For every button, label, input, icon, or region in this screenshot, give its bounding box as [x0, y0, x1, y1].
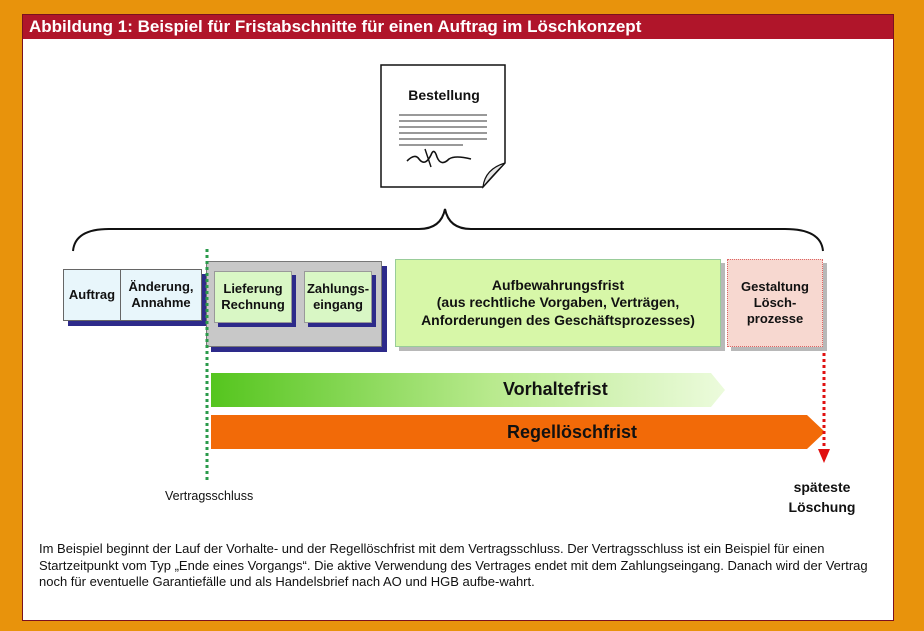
gestaltung-line2: Lösch-	[753, 294, 797, 310]
figure-title: Abbildung 1: Beispiel für Fristabschnitte für einen Auftrag im Löschkonzept	[23, 15, 893, 39]
spaeteste-line1: späteste	[793, 479, 851, 495]
phase-auftrag-label: Auftrag	[68, 286, 116, 302]
phase-aenderung-line1: Änderung,	[128, 278, 194, 294]
gestaltung-line1: Gestaltung	[741, 278, 809, 294]
aufbewahrung-line2: (aus rechtliche Vorgaben, Verträgen,	[436, 294, 680, 311]
figure-description: Im Beispiel beginnt der Lauf der Vorhalte- und der Regellöschfrist mit dem Vertragsschluss. Der Vertragsschluss ist ein Beispiel für einen Startzeitpunkt vom Typ „Ende eines Vorgangs“. Die aktive Verwendung des Vertrages endet mit dem Zahlungseingang. Danach wird der Vertrag noch für eventuelle Garantiefälle und als Handelsbrief nach AO und HGB aufbe-wahrt.	[39, 541, 868, 589]
phase-lieferung-line2: Rechnung	[221, 297, 285, 312]
spaeteste-loeschung-line	[817, 353, 831, 465]
document-label: Bestellung	[408, 87, 480, 103]
figure-frame	[22, 14, 894, 621]
phase-aenderung-annahme	[120, 269, 202, 321]
phase-auftrag	[63, 269, 121, 321]
vorhaltefrist-label: Vorhaltefrist	[503, 379, 608, 399]
spaeteste-line2: Löschung	[788, 499, 856, 515]
aufbewahrung-line3: Anforderungen des Geschäftsprozesses)	[421, 311, 695, 328]
phase-zahlung-line2: eingang	[313, 297, 363, 312]
spaeteste-loeschung-label	[767, 477, 877, 517]
aufbewahrung-line1: Aufbewahrungsfrist	[491, 276, 625, 293]
vertragsschluss-line	[203, 249, 211, 483]
phase-lieferung-rechnung	[214, 271, 292, 323]
phase-zahlungseingang	[304, 271, 372, 323]
vorhaltefrist-arrow	[211, 373, 727, 407]
phase-lieferung-line1: Lieferung	[223, 280, 283, 296]
phase-aenderung-line2: Annahme	[131, 295, 191, 310]
regelloeschfrist-label: Regellöschfrist	[507, 422, 638, 442]
curly-brace	[69, 207, 829, 257]
signed-document-icon	[379, 63, 509, 189]
gestaltung-line3: prozesse	[746, 311, 804, 327]
phase-zahlung-line1: Zahlungs-	[306, 280, 370, 296]
phase-gestaltung-loeschprozesse	[727, 259, 823, 347]
vertragsschluss-label: Vertragsschluss	[165, 489, 254, 503]
phase-aufbewahrungsfrist	[395, 259, 721, 347]
